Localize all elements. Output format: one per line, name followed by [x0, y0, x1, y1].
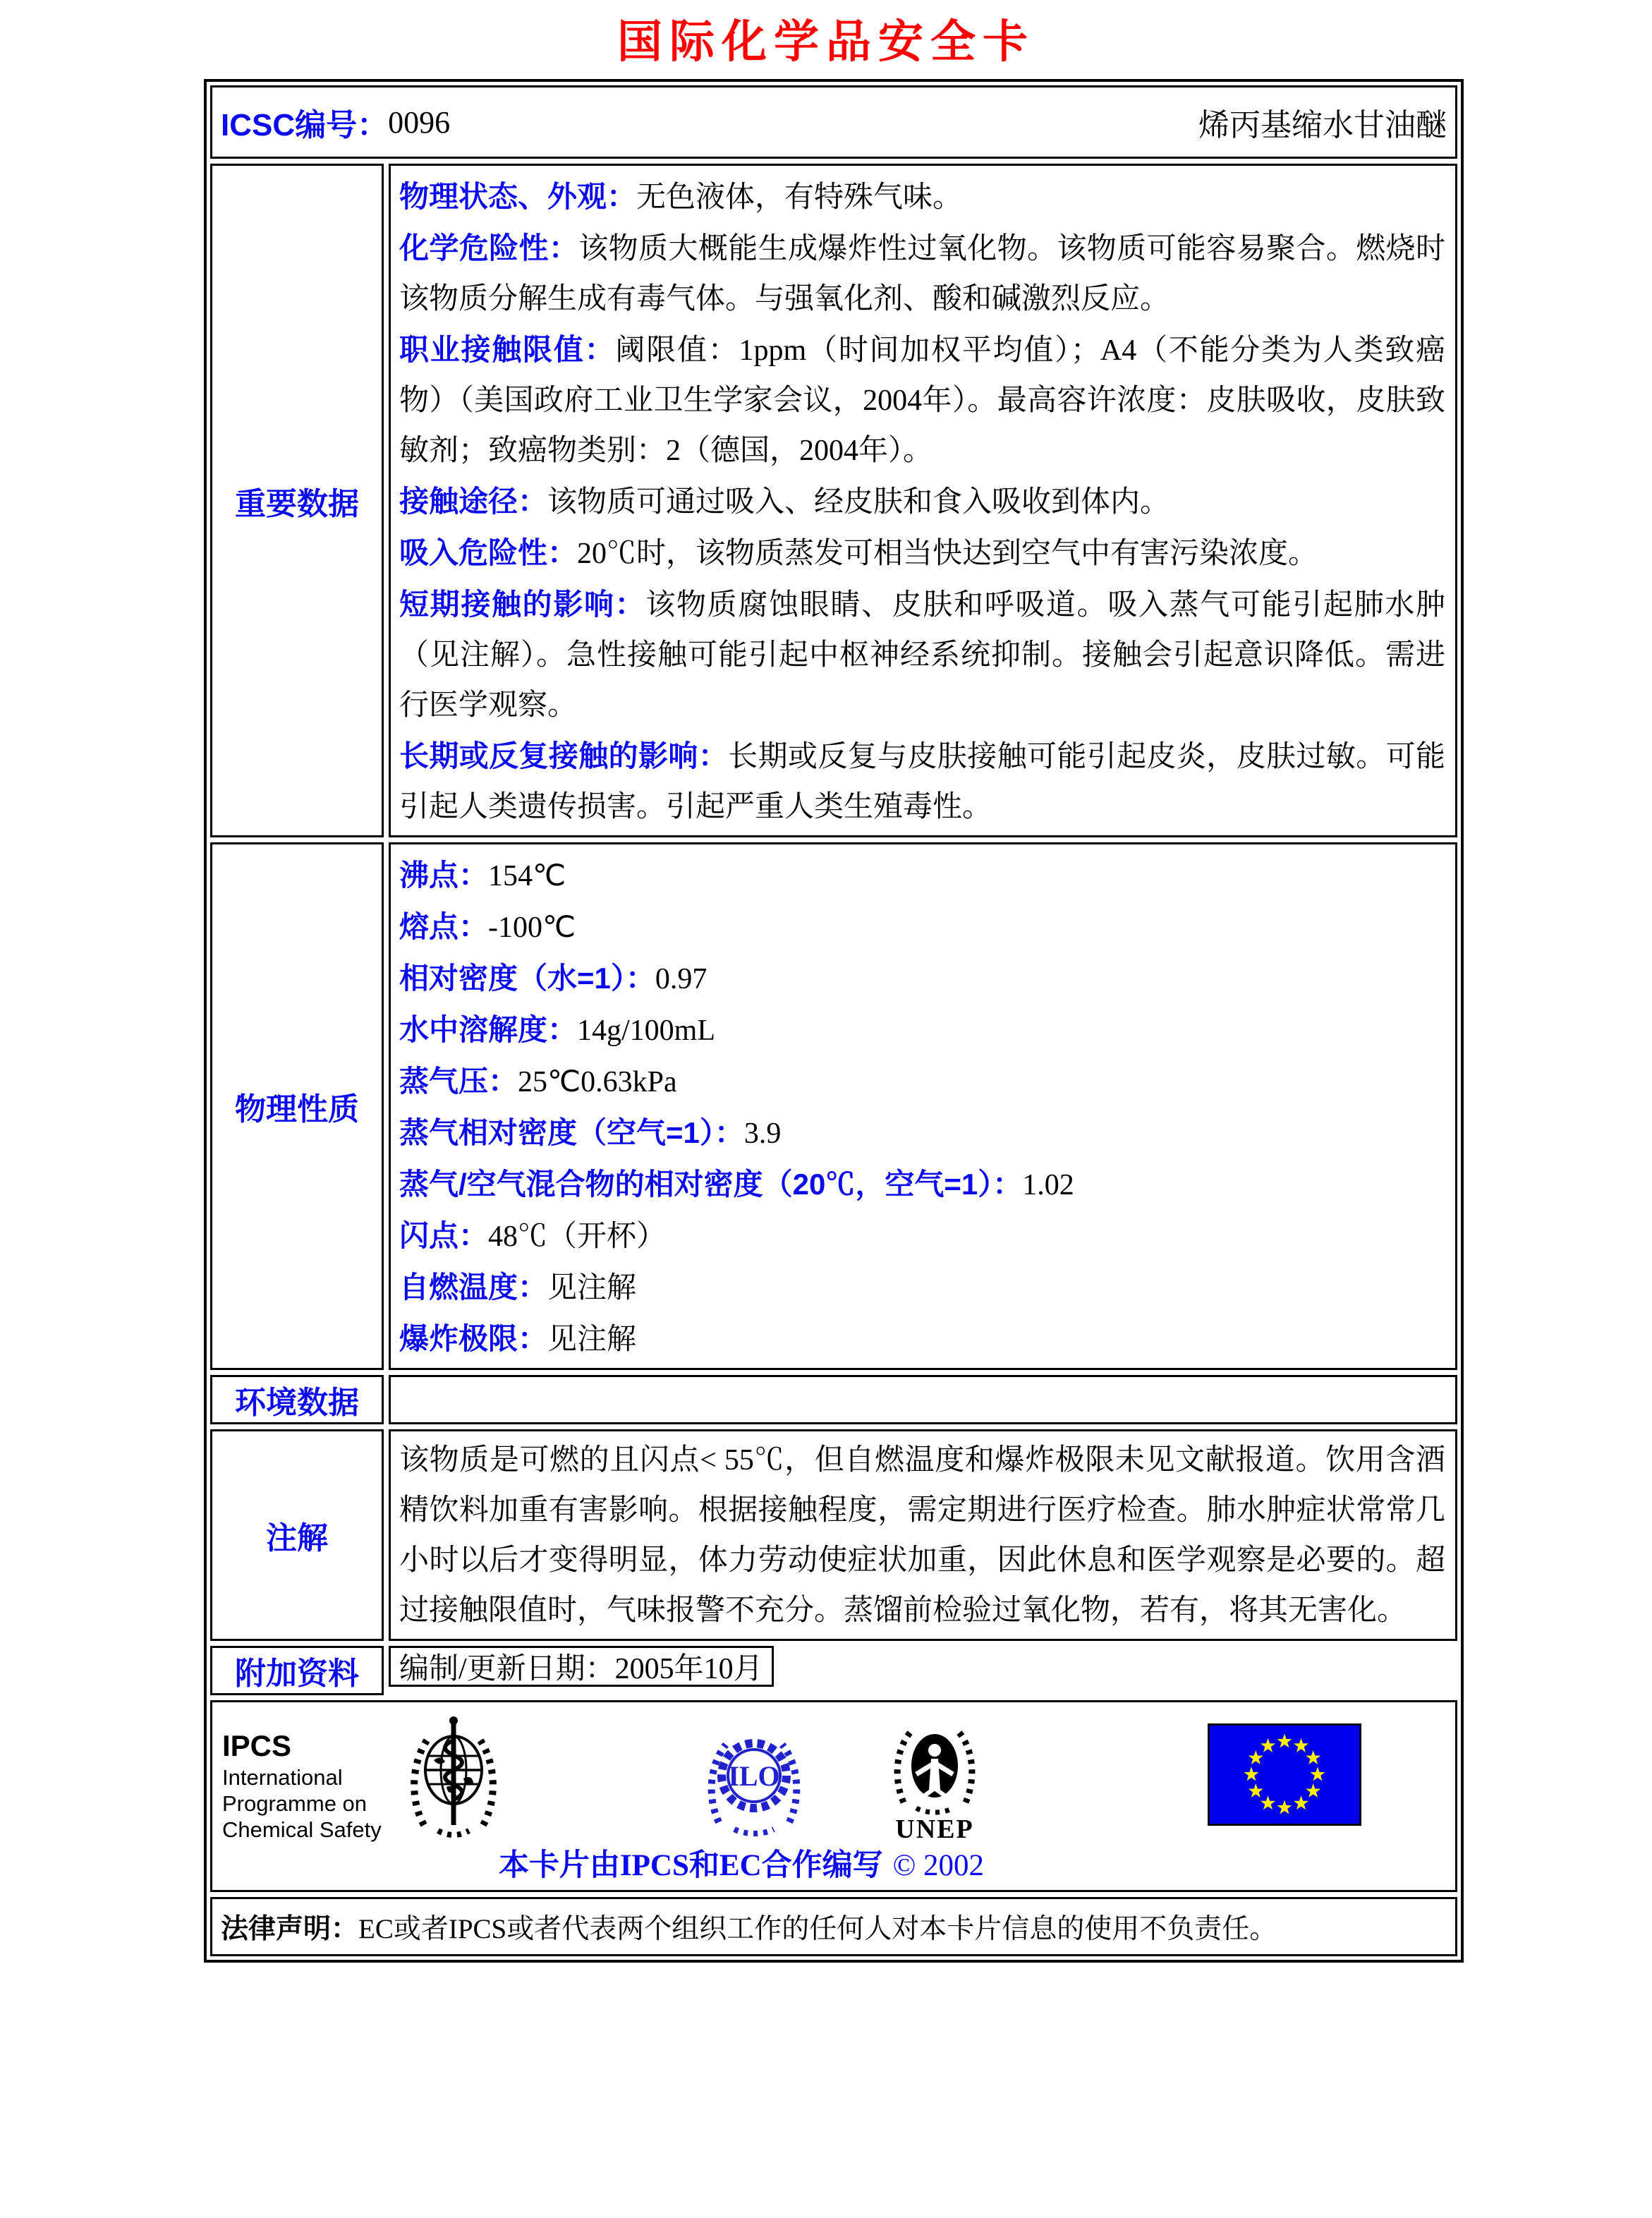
data-item: 长期或反复接触的影响：长期或反复与皮肤接触可能引起皮炎，皮肤过敏。可能引起人类遗传损害。引起严重人类生殖毒性。 — [399, 739, 1445, 823]
update-date-text: 编制/更新日期：2005年10月 — [399, 1653, 763, 1685]
data-item: 短期接触的影响：该物质腐蚀眼睛、皮肤和呼吸道。吸入蒸气可能引起肺水肿（见注解）。急性接触可能引起中枢神经系统抑制。接触会引起意识降低。需进行医学观察。 — [399, 588, 1445, 722]
property-row: 爆炸极限：见注解 — [399, 1322, 637, 1356]
notes-text: 该物质是可燃的且闪点< 55℃，但自燃温度和爆炸极限未见文献报道。饮用含酒精饮料加重有害影响。根据接触程度，需定期进行医疗检查。肺水肿症状常常几小时以后才变得明显，体力劳动使症状加重，因此休息和医学观察是必要的。超过接触限值时，气味报警不充分。蒸馏前检验过氧化物，若有，将其无害化。 — [399, 1444, 1445, 1627]
footer-row — [210, 1700, 1457, 1892]
chemical-name: 烯丙基缩水甘油醚 — [1198, 108, 1447, 143]
ipcs-abbreviation: IPCS — [222, 1729, 292, 1762]
icsc-number-value: 0096 — [388, 104, 451, 140]
credit-line — [212, 1841, 1270, 1884]
footer-content — [210, 1700, 1457, 1892]
data-item: 接触途径：该物质可通过吸入、经皮肤和食入吸收到体内。 — [399, 485, 1170, 519]
header-row — [210, 85, 1457, 159]
section-label-environmental-data: 环境数据 — [210, 1375, 384, 1424]
section-label-notes: 注解 — [210, 1429, 384, 1641]
physical-properties-row — [210, 842, 1457, 1370]
important-data-row — [210, 164, 1457, 837]
data-item: 物理状态、外观：无色液体，有特殊气味。 — [399, 180, 963, 214]
property-row: 蒸气压：25℃0.63kPa — [399, 1065, 677, 1098]
unep-letters: UNEP — [895, 1814, 974, 1843]
ipcs-block: IPCS International Programme on Chemical Safety — [222, 1729, 382, 1842]
unep-logo-icon — [888, 1711, 981, 1847]
property-row: 闪点：48℃（开杯） — [399, 1219, 667, 1253]
environmental-data-row — [210, 1375, 1457, 1424]
section-label-additional-info: 附加资料 — [210, 1646, 384, 1695]
property-row: 水中溶解度：14g/100mL — [399, 1013, 716, 1047]
section-label-physical-properties: 物理性质 — [210, 842, 384, 1370]
icsc-card — [204, 79, 1464, 1963]
property-row: 自燃温度：见注解 — [399, 1271, 637, 1304]
important-data-content — [389, 164, 1457, 837]
notes-content — [389, 1429, 1457, 1641]
property-row: 蒸气相对密度（空气=1）：3.9 — [399, 1116, 782, 1150]
property-row: 蒸气/空气混合物的相对密度（20℃，空气=1）：1.02 — [399, 1168, 1074, 1201]
eu-flag-icon — [1208, 1723, 1361, 1829]
property-row: 沸点：154℃ — [399, 859, 566, 892]
credit-copyright: © 2002 — [892, 1849, 985, 1882]
icsc-number-label: ICSC编号： — [221, 108, 389, 143]
data-item: 职业接触限值：阈限值：1ppm（时间加权平均值）；A4（不能分类为人类致癌物）（美国政府工业卫生学家会议，2004年）。最高容许浓度：皮肤吸收，皮肤致敏剂；致癌物类别：2（德国，2004年）。 — [399, 333, 1445, 467]
legal-notice — [210, 1897, 1457, 1956]
legal-row — [210, 1897, 1457, 1956]
additional-info-content — [389, 1646, 774, 1687]
environmental-data-content — [389, 1375, 1457, 1424]
legal-text: EC或者IPCS或者代表两个组织工作的任何人对本卡片信息的使用不负责任。 — [358, 1914, 1277, 1944]
ilo-letters: ILO — [728, 1760, 780, 1792]
who-logo-icon — [404, 1714, 503, 1850]
property-row: 熔点：-100℃ — [399, 910, 576, 944]
header-cell — [210, 85, 1457, 159]
page-title: 国际化学品安全卡 — [617, 17, 1035, 67]
notes-row — [210, 1429, 1457, 1641]
ilo-logo-icon — [706, 1722, 802, 1840]
legal-label: 法律声明： — [221, 1914, 359, 1944]
section-label-important-data: 重要数据 — [210, 164, 384, 837]
property-row: 相对密度（水=1）：0.97 — [399, 962, 707, 995]
credit-text: 本卡片由IPCS和EC合作编写 — [498, 1849, 883, 1882]
data-item: 吸入危险性：20℃时，该物质蒸发可相当快达到空气中有害污染浓度。 — [399, 536, 1318, 570]
data-item: 化学危险性：该物质大概能生成爆炸性过氧化物。该物质可能容易聚合。燃烧时该物质分解生成有毒气体。与强氧化剂、酸和碱激烈反应。 — [399, 231, 1445, 315]
additional-info-row — [210, 1646, 1457, 1695]
physical-properties-content — [389, 842, 1457, 1370]
